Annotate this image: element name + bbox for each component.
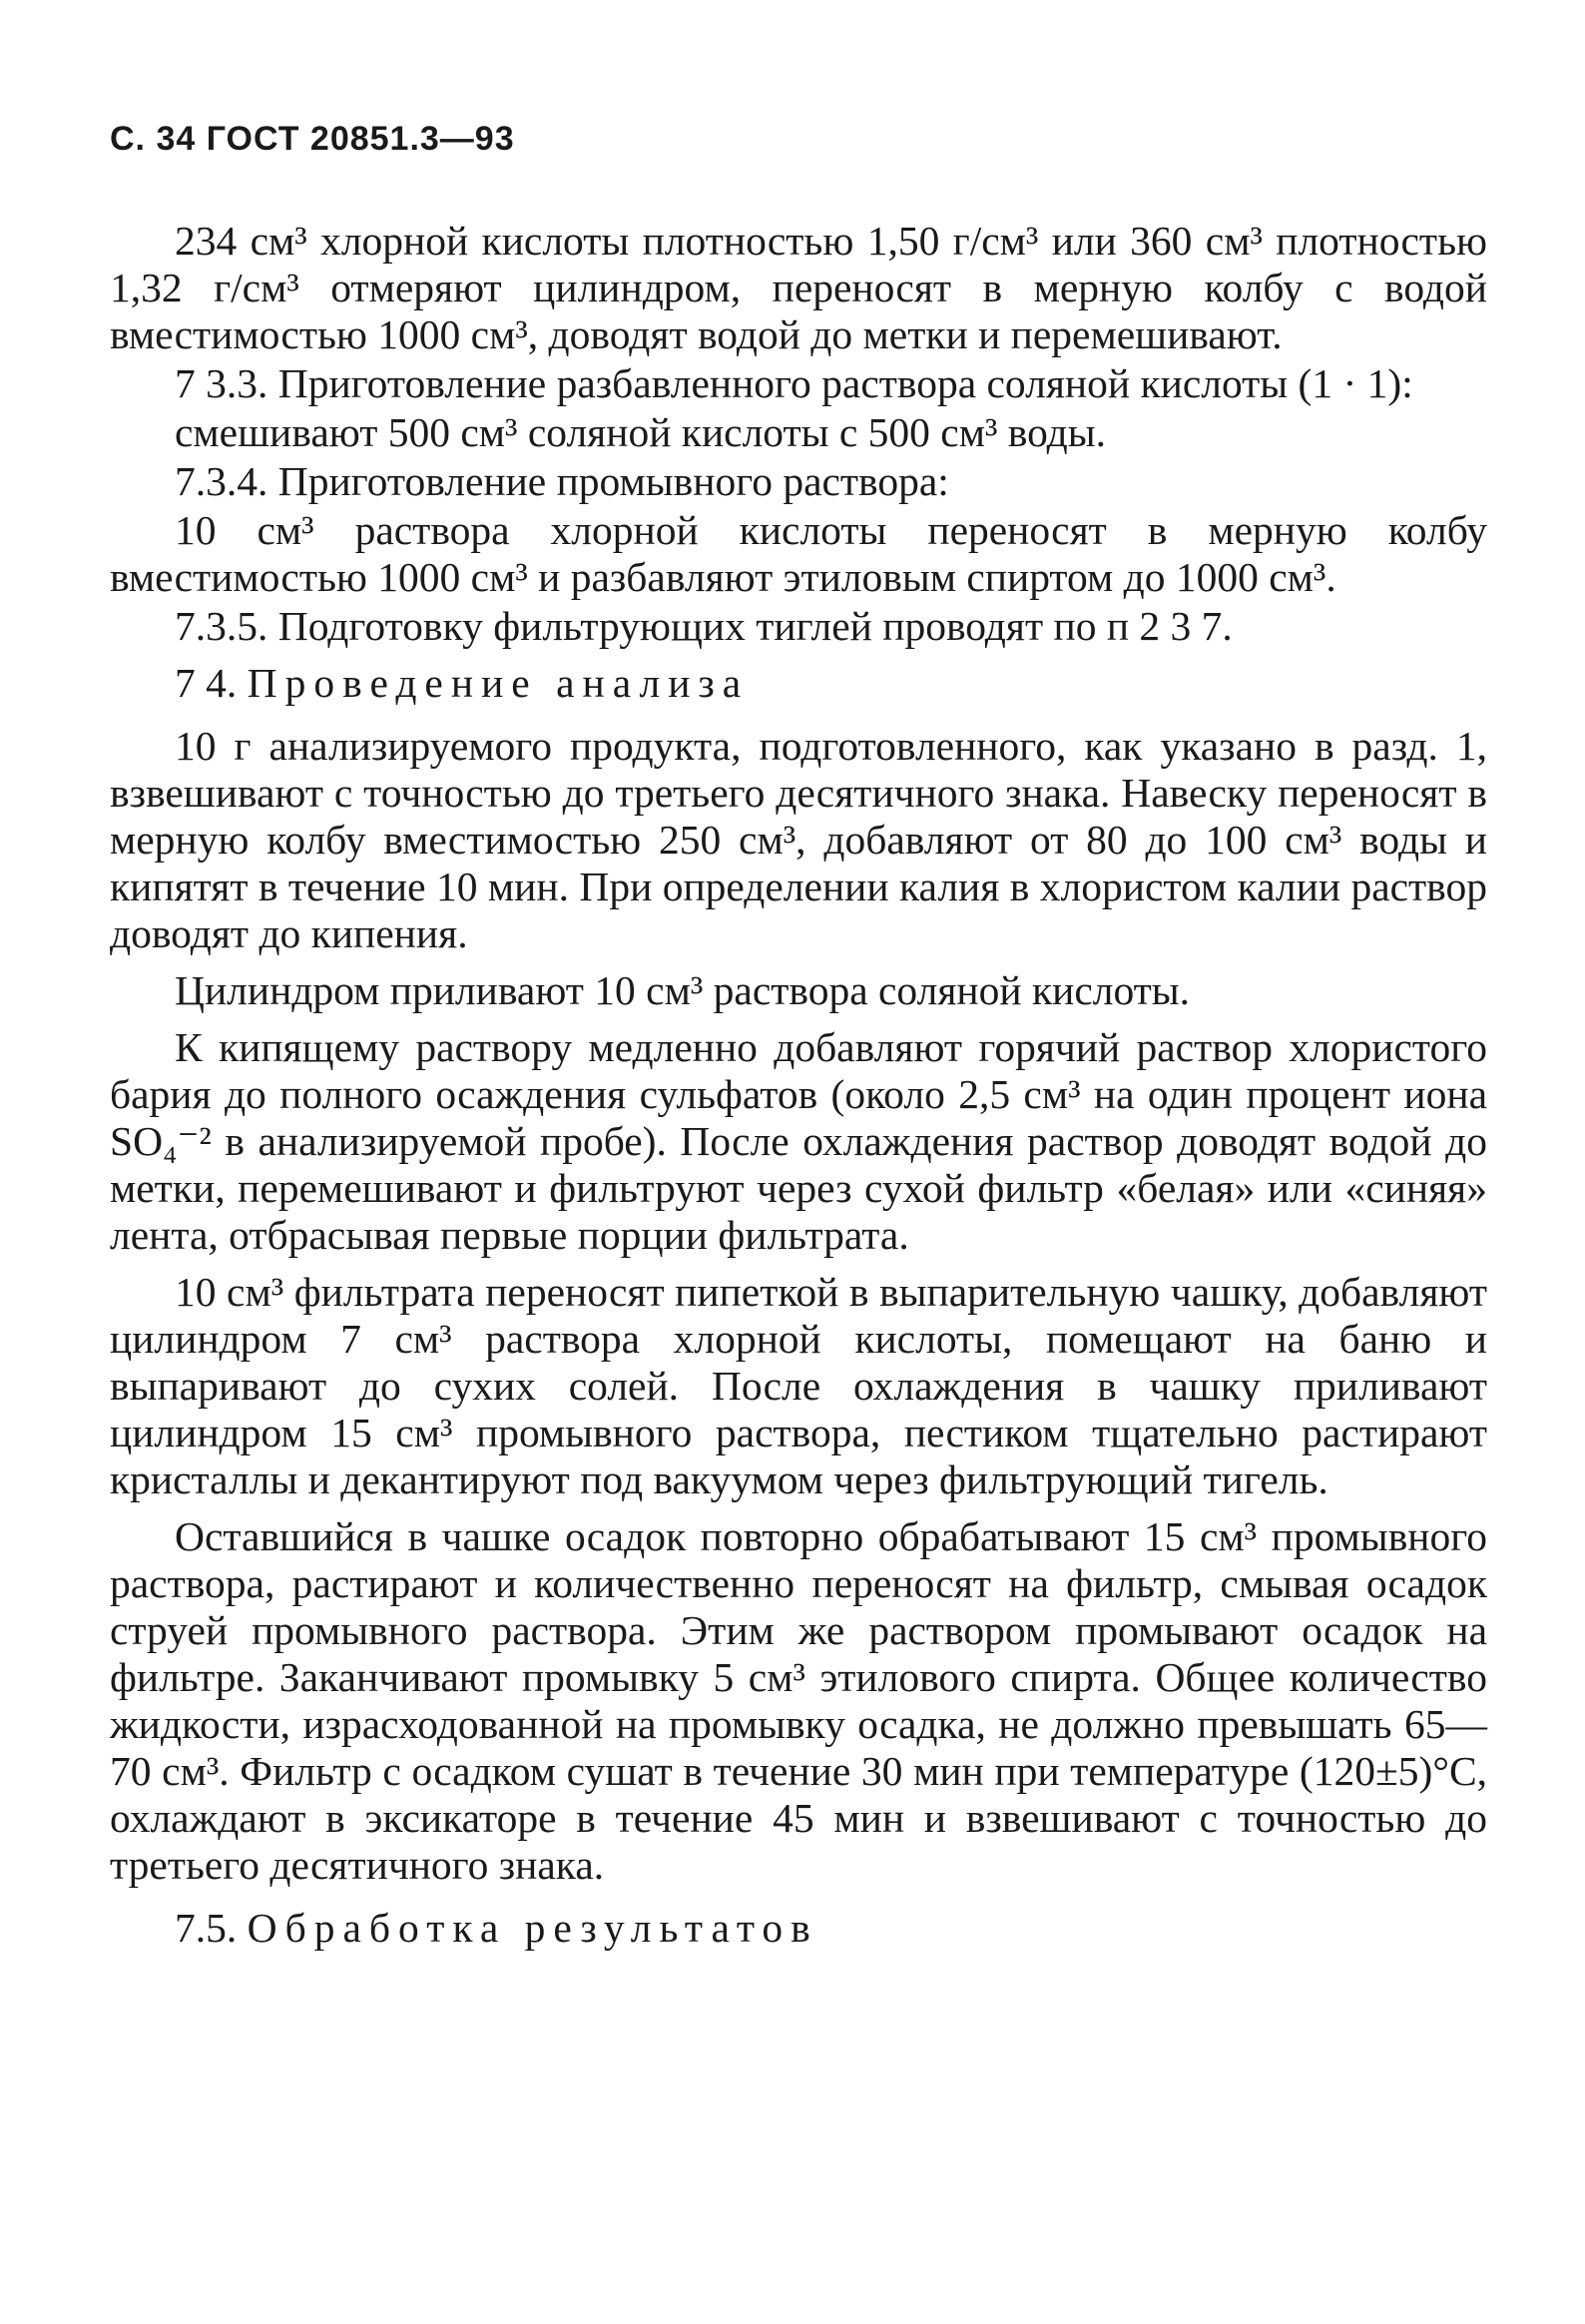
paragraph-7-3-5: 7.3.5. Подготовку фильтрующих тиглей проводят по п 2 3 7. <box>175 603 1233 649</box>
paragraph-wash-solution: 10 см³ раствора хлорной кислоты переносят в мерную колбу вместимостью 1000 см³ и разбавляют этиловым спиртом до 1000 см³. <box>110 507 1487 600</box>
section-heading-7-4 <box>110 660 1487 707</box>
section-number: 7.5. <box>175 1905 248 1951</box>
paragraph-7-3-4: 7.3.4. Приготовление промывного раствора: <box>175 458 949 504</box>
page-header: С. 34 ГОСТ 20851.3—93 <box>110 120 515 158</box>
paragraph-7-3-3: 7 3.3. Приготовление разбавленного раствора соляной кислоты (1 · 1): <box>175 360 1413 406</box>
paragraph-mixing: смешивают 500 см³ соляной кислоты с 500 см³ воды. <box>175 409 1107 455</box>
section-title: Проведение анализа <box>247 660 750 706</box>
paragraph-filtrate: 10 см³ фильтрата переносят пипеткой в выпарительную чашку, добавляют цилиндром 7 см³ раствора хлорной кислоты, помещают на баню и выпаривают до сухих солей. После охлаждения в чашку приливают цилиндром 15 см³ промывного раствора, пестиком тщательно растирают кристаллы и декантируют под вакуумом через фильтрующий тигель. <box>110 1269 1487 1502</box>
section-heading-7-5 <box>110 1905 1487 1952</box>
body-text <box>110 218 1487 1968</box>
paragraph-residue: Оставшийся в чашке осадок повторно обрабатывают 15 см³ промывного раствора, растирают и количественно переносят на фильтр, смывая осадок струей промывного раствора. Этим же раствором промывают осадок на фильтре. Заканчивают промывку 5 см³ этилового спирта. Общее количество жидкости, израсходованной на промывку осадка, не должно превышать 65—70 см³. Фильтр с осадком сушат в течение 30 мин при температуре (120±5)°С, охлаждают в эксикаторе в течение 45 мин и взвешивают с точностью до третьего десятичного знака. <box>110 1513 1487 1888</box>
paragraph-perchloric-solution: 234 см³ хлорной кислоты плотностью 1,50 г/см³ или 360 см³ плотностью 1,32 г/см³ отмеряют цилиндром, переносят в мерную колбу с водой вместимостью 1000 см³, доводят водой до метки и перемешивают. <box>110 218 1487 357</box>
paragraph-sample: 10 г анализируемого продукта, подготовленного, как указано в разд. 1, взвешивают с точностью до третьего десятичного знака. Навеску переносят в мерную колбу вместимостью 250 см³, добавляют от 80 до 100 см³ воды и кипятят в течение 10 мин. При определении калия в хлористом калии раствор доводят до кипения. <box>110 723 1487 956</box>
section-title: Обработка результатов <box>247 1905 818 1951</box>
paragraph-hcl: Цилиндром приливают 10 см³ раствора соляной кислоты. <box>175 967 1191 1013</box>
section-number: 7 4. <box>175 660 248 706</box>
paragraph-barium: К кипящему раствору медленно добавляют горячий раствор хлористого бария до полного осаждения сульфатов (около 2,5 см³ на один процент иона SO₄⁻² в анализируемой пробе). После охлаждения раствор доводят водой до метки, перемешивают и фильтруют через сухой фильтр «белая» или «синяя» лента, отбрасывая первые порции фильтрата. <box>110 1024 1487 1258</box>
